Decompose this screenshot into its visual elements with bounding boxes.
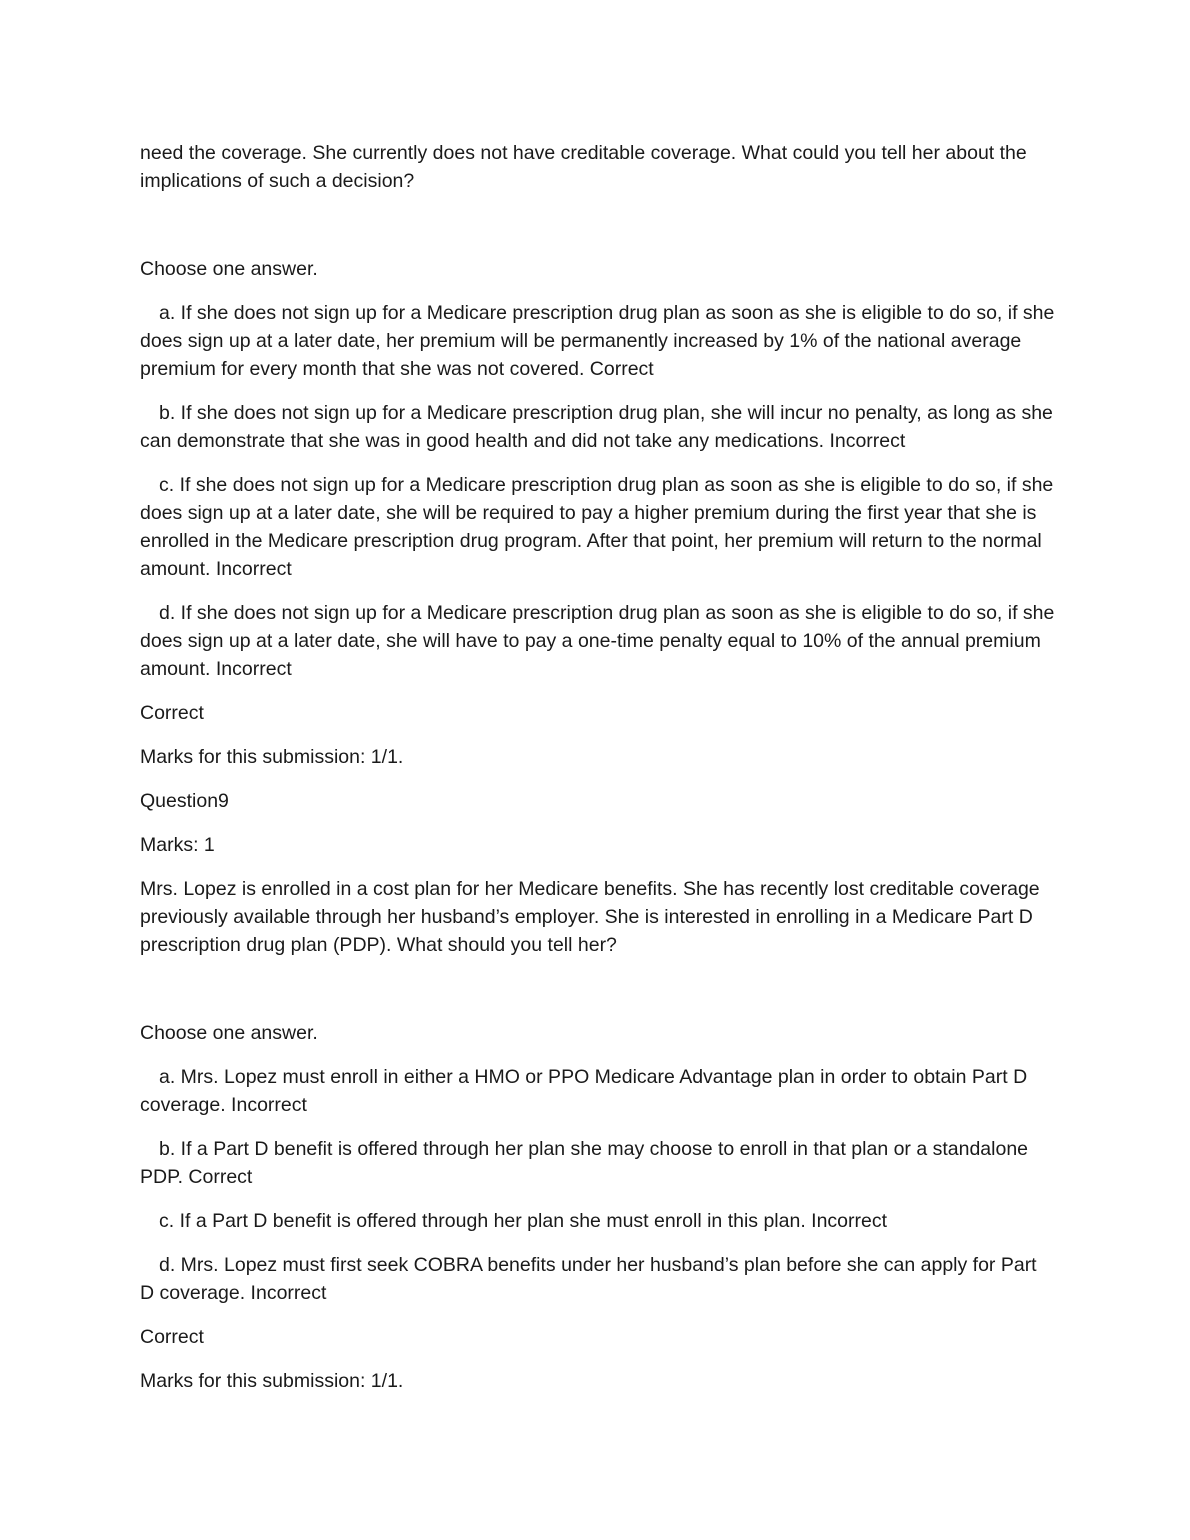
question8-option-b: b. If she does not sign up for a Medicare prescription drug plan, she will incur no penalty, as long as she can demonstrate that she was in good health and did not take any medications. Incorrect xyxy=(140,402,1053,452)
document-page xyxy=(140,139,1055,1411)
question8-result: Correct xyxy=(140,702,204,724)
question9-choose-label: Choose one answer. xyxy=(140,1022,318,1044)
question9-option-b: b. If a Part D benefit is offered through her plan she may choose to enroll in that plan or a standalone PDP. Correct xyxy=(140,1138,1029,1188)
question8-option-a: a. If she does not sign up for a Medicare prescription drug plan as soon as she is eligible to do so, if she does sign up at a later date, her premium will be permanently increased by 1% of the national average premium for every month that she was not covered. Correct xyxy=(140,302,1055,380)
question8-option-c: c. If she does not sign up for a Medicare prescription drug plan as soon as she is eligible to do so, if she does sign up at a later date, she will be required to pay a higher premium during the first year that she is enrolled in the Medicare prescription drug program. After that point, her premium will return to the normal amount. Incorrect xyxy=(140,474,1054,580)
question9-title: Question9 xyxy=(140,790,229,812)
question9-marks-submission: Marks for this submission: 1/1. xyxy=(140,1370,404,1392)
question8-option-d: d. If she does not sign up for a Medicare prescription drug plan as soon as she is eligible to do so, if she does sign up at a later date, she will have to pay a one-time penalty equal to 10% of the annual premium amount. Incorrect xyxy=(140,602,1055,680)
question9-result: Correct xyxy=(140,1326,204,1348)
question9-option-d: d. Mrs. Lopez must first seek COBRA benefits under her husband’s plan before she can apply for Part D coverage. Incorrect xyxy=(140,1254,1037,1304)
question9-stem: Mrs. Lopez is enrolled in a cost plan for her Medicare benefits. She has recently lost creditable coverage previously available through her husband’s employer. She is interested in enrolling in a Medicare Part D prescription drug plan (PDP). What should you tell her? xyxy=(140,878,1040,956)
question9-option-c: c. If a Part D benefit is offered through her plan she must enroll in this plan. Incorrect xyxy=(159,1210,888,1232)
question8-choose-label: Choose one answer. xyxy=(140,258,318,280)
question8-marks-submission: Marks for this submission: 1/1. xyxy=(140,746,404,768)
question9-marks: Marks: 1 xyxy=(140,834,215,856)
question8-stem-tail: need the coverage. She currently does not have creditable coverage. What could you tell her about the implications of such a decision? xyxy=(140,142,1027,192)
question9-option-a: a. Mrs. Lopez must enroll in either a HMO or PPO Medicare Advantage plan in order to obtain Part D coverage. Incorrect xyxy=(140,1066,1028,1116)
